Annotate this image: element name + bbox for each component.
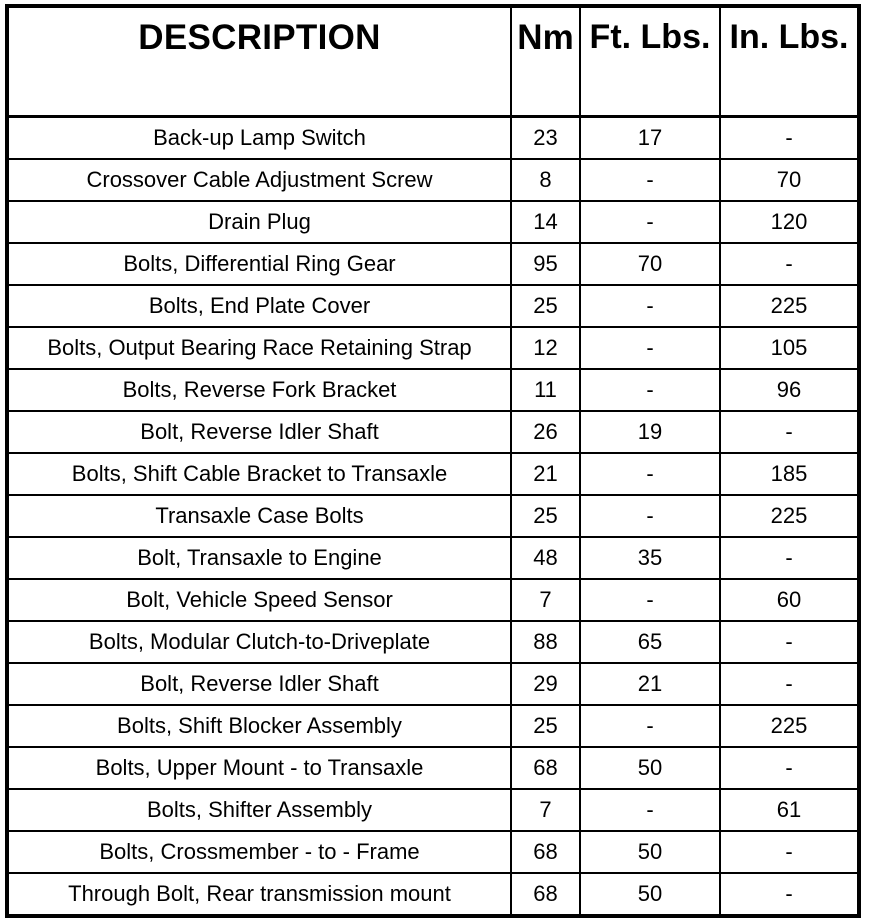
cell-ft-lbs: -	[580, 201, 720, 243]
cell-ft-lbs: 50	[580, 873, 720, 916]
table-row	[7, 453, 859, 495]
cell-in-lbs: 225	[720, 285, 859, 327]
table-row	[7, 201, 859, 243]
table-header	[7, 6, 859, 117]
cell-description: Bolts, Differential Ring Gear	[7, 243, 511, 285]
cell-in-lbs: 225	[720, 495, 859, 537]
table-row	[7, 327, 859, 369]
cell-description: Bolts, Upper Mount - to Transaxle	[7, 747, 511, 789]
cell-in-lbs: 105	[720, 327, 859, 369]
cell-description: Bolts, Reverse Fork Bracket	[7, 369, 511, 411]
cell-ft-lbs: -	[580, 579, 720, 621]
cell-in-lbs: -	[720, 831, 859, 873]
table-row	[7, 873, 859, 916]
header-description: DESCRIPTION	[7, 6, 511, 117]
cell-description: Bolt, Reverse Idler Shaft	[7, 411, 511, 453]
cell-ft-lbs: 50	[580, 831, 720, 873]
cell-nm: 21	[511, 453, 580, 495]
cell-ft-lbs: -	[580, 789, 720, 831]
cell-description: Bolts, End Plate Cover	[7, 285, 511, 327]
table-body	[7, 117, 859, 917]
cell-description: Drain Plug	[7, 201, 511, 243]
cell-ft-lbs: 35	[580, 537, 720, 579]
cell-ft-lbs: 17	[580, 117, 720, 160]
cell-in-lbs: 70	[720, 159, 859, 201]
cell-nm: 8	[511, 159, 580, 201]
table-row	[7, 495, 859, 537]
cell-ft-lbs: -	[580, 327, 720, 369]
table-row	[7, 369, 859, 411]
cell-nm: 23	[511, 117, 580, 160]
cell-ft-lbs: 19	[580, 411, 720, 453]
table-row	[7, 243, 859, 285]
cell-nm: 14	[511, 201, 580, 243]
cell-in-lbs: 61	[720, 789, 859, 831]
cell-description: Transaxle Case Bolts	[7, 495, 511, 537]
cell-nm: 29	[511, 663, 580, 705]
cell-nm: 25	[511, 705, 580, 747]
table-row	[7, 789, 859, 831]
cell-nm: 25	[511, 285, 580, 327]
cell-ft-lbs: -	[580, 705, 720, 747]
table-row	[7, 159, 859, 201]
header-in-lbs: In. Lbs.	[720, 6, 859, 117]
cell-description: Bolts, Shifter Assembly	[7, 789, 511, 831]
cell-description: Bolt, Transaxle to Engine	[7, 537, 511, 579]
cell-nm: 48	[511, 537, 580, 579]
cell-in-lbs: -	[720, 537, 859, 579]
cell-in-lbs: 120	[720, 201, 859, 243]
cell-description: Bolts, Modular Clutch-to-Driveplate	[7, 621, 511, 663]
table-row	[7, 831, 859, 873]
cell-nm: 68	[511, 831, 580, 873]
header-ft-lbs: Ft. Lbs.	[580, 6, 720, 117]
cell-in-lbs: -	[720, 411, 859, 453]
cell-in-lbs: 185	[720, 453, 859, 495]
cell-description: Bolt, Reverse Idler Shaft	[7, 663, 511, 705]
cell-in-lbs: -	[720, 117, 859, 160]
cell-nm: 68	[511, 747, 580, 789]
cell-in-lbs: 60	[720, 579, 859, 621]
cell-description: Bolt, Vehicle Speed Sensor	[7, 579, 511, 621]
cell-nm: 68	[511, 873, 580, 916]
cell-nm: 26	[511, 411, 580, 453]
table-row	[7, 747, 859, 789]
cell-nm: 12	[511, 327, 580, 369]
cell-description: Crossover Cable Adjustment Screw	[7, 159, 511, 201]
cell-description: Back-up Lamp Switch	[7, 117, 511, 160]
cell-in-lbs: 96	[720, 369, 859, 411]
cell-in-lbs: 225	[720, 705, 859, 747]
cell-ft-lbs: 65	[580, 621, 720, 663]
table-row	[7, 621, 859, 663]
torque-spec-table	[5, 4, 861, 918]
cell-description: Through Bolt, Rear transmission mount	[7, 873, 511, 916]
table-row	[7, 579, 859, 621]
cell-description: Bolts, Shift Cable Bracket to Transaxle	[7, 453, 511, 495]
table-row	[7, 537, 859, 579]
header-nm: Nm	[511, 6, 580, 117]
table-row	[7, 411, 859, 453]
cell-in-lbs: -	[720, 621, 859, 663]
cell-in-lbs: -	[720, 747, 859, 789]
table-row	[7, 663, 859, 705]
cell-nm: 25	[511, 495, 580, 537]
cell-description: Bolts, Shift Blocker Assembly	[7, 705, 511, 747]
header-row	[7, 6, 859, 117]
cell-ft-lbs: 21	[580, 663, 720, 705]
cell-nm: 7	[511, 789, 580, 831]
table-row	[7, 117, 859, 160]
cell-ft-lbs: 50	[580, 747, 720, 789]
cell-nm: 11	[511, 369, 580, 411]
cell-ft-lbs: -	[580, 159, 720, 201]
cell-nm: 95	[511, 243, 580, 285]
table-row	[7, 285, 859, 327]
cell-in-lbs: -	[720, 243, 859, 285]
cell-in-lbs: -	[720, 873, 859, 916]
cell-in-lbs: -	[720, 663, 859, 705]
cell-nm: 7	[511, 579, 580, 621]
cell-description: Bolts, Output Bearing Race Retaining Strap	[7, 327, 511, 369]
cell-ft-lbs: -	[580, 495, 720, 537]
cell-ft-lbs: -	[580, 369, 720, 411]
cell-ft-lbs: 70	[580, 243, 720, 285]
cell-description: Bolts, Crossmember - to - Frame	[7, 831, 511, 873]
cell-ft-lbs: -	[580, 285, 720, 327]
cell-nm: 88	[511, 621, 580, 663]
cell-ft-lbs: -	[580, 453, 720, 495]
table-row	[7, 705, 859, 747]
